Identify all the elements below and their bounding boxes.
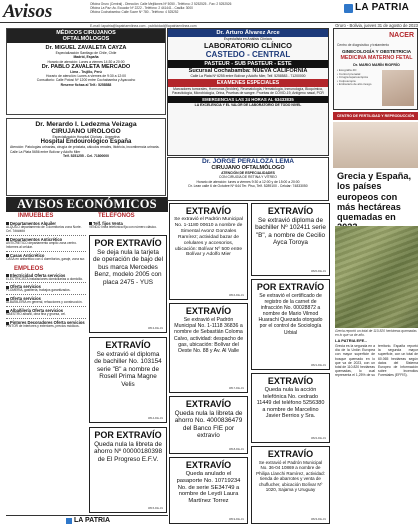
classifieds-title: AVISOS ECONÓMICOS bbox=[6, 197, 168, 212]
doctor-name: Dr. MIGUEL ZAVALETA CAYZA bbox=[45, 45, 127, 51]
fertility-photo bbox=[333, 122, 418, 168]
lab-emergency: EMERGENCIAS LAS 24 HORAS AL 63433835 bbox=[168, 96, 328, 103]
ad-code: 3821-DE-31 bbox=[310, 363, 326, 367]
ad-gynecology bbox=[333, 28, 418, 168]
photo-caption: Grecia reportó un total de 110.820 hectáreas quemadas en lo que va de año. bbox=[335, 329, 417, 337]
subcategory: Departamentos Anticrético bbox=[6, 237, 86, 242]
doctor-name: Dr. JORGE PERALOZA LEMA bbox=[201, 158, 295, 165]
doctor-place: Madrid, España bbox=[73, 55, 99, 60]
section-title: Avisos bbox=[3, 1, 53, 22]
ad-title-line: OFTALMÓLOGOS bbox=[62, 36, 110, 42]
ad-code: 3816-DE-31 bbox=[228, 293, 244, 297]
brand-logo bbox=[344, 3, 418, 17]
classified-ad bbox=[169, 203, 248, 300]
doctor-specialty-detail: Especialización Hospital Clínicas - Argentina bbox=[52, 135, 120, 139]
lab-special-exams: EXAMENES ESPECIALES bbox=[168, 79, 328, 87]
ad-body: Se extravió el diploma de bachiller No. 103154 serie "B" a nombre de Rosell Prima Magne Velis bbox=[94, 351, 162, 388]
subcategory: Pintores Decoradores Oferta servicios bbox=[6, 320, 86, 325]
classified-item: ALQUILO departamento de 3 dormitorios zona Norte. Cel. 7###### bbox=[6, 225, 82, 233]
classified-item: ELECTRICISTA instalaciones domiciliarias a domicilio. bbox=[6, 276, 83, 281]
ad-code: 3823-DE-31 bbox=[310, 517, 326, 521]
ad-code: 3822-DE-31 bbox=[310, 436, 326, 440]
fertility-banner: CENTRO DE FERTILIDAD Y REPRODUCCIÓN bbox=[333, 112, 418, 120]
lab-specialty: Especialista en Análisis Clínicos bbox=[223, 37, 273, 41]
category-inmuebles: INMUEBLES bbox=[18, 213, 54, 219]
clinic-specialty-2: MEDICINA MATERNO FETAL bbox=[340, 55, 413, 61]
ad-heading: EXTRAVÍO bbox=[185, 206, 232, 216]
lab-branches: PASTEUR - SUB PASTEUR - ESTE bbox=[168, 60, 328, 68]
classified-item: PLOMERÍA, gasfitería, trabajos garantizados. bbox=[6, 288, 71, 293]
ad-heading: EXTRAVÍO bbox=[267, 376, 314, 386]
ad-body: Se extravió el Padrón Municipal No. 1-1180 00610 a nombre de Simental Avonz Gonzales Ramírez; actividad bazar de celulares y accesorios, ubicación: Bolívar Nº 500 entre Bolívar y Adolfo Mier bbox=[174, 217, 243, 258]
ad-heading: EXTRAVÍO bbox=[185, 306, 232, 316]
doctor-hours: Horario de atención: Lunes a viernes 14:30 a 20:00 bbox=[47, 59, 125, 64]
header-line: Oficina Oruro (Central) - Dirección: Calle Mejillones Nº 5050 - Teléfono: 2 5252525 - Fax: 2 5252526 bbox=[90, 2, 232, 6]
doctor-hours: Horario de atención: lunes a viernes 9:30 a 12:00 y de 15:00 a 20:00 bbox=[196, 179, 300, 184]
subcategory: Telf. fijos Venta bbox=[89, 221, 167, 226]
ad-code: 3820-DE-31 bbox=[310, 269, 326, 273]
doctor-place: Lima - Trujillo, Perú bbox=[70, 69, 102, 74]
ad-body: Queda nula la libreta de ahorro No. 4000836479 del Banco FIE por extravío bbox=[174, 410, 243, 440]
gyn-ad-box bbox=[333, 28, 418, 110]
clinic-center: Centro de diagnóstico y tratamiento bbox=[337, 43, 390, 47]
footer-brand: LA PATRIA bbox=[74, 517, 111, 524]
doctor-specialty: CIRUJANO OFTALMÓLOGO bbox=[211, 165, 285, 171]
ad-body: Se extravió el Padrón Municipal No. 1-1118 36836 a nombre de Sebastián Coloma Calvo, actividad: despacho de gas, ubicación: Bolívar del Oeste No. 88 y Av. Al Valle bbox=[173, 317, 244, 355]
classified-ad bbox=[89, 337, 167, 423]
news-headline: Grecia y España, los países europeos con más hectáreas quemadas en bbox=[337, 171, 412, 223]
ad-body: Se extravió diploma de bachiller Nº 102411 serie "B", a nombre de Cecilio Ayca Toroya bbox=[255, 217, 326, 247]
ad-code: 3815-DE-31 bbox=[147, 506, 163, 510]
classified-ad bbox=[251, 279, 330, 370]
ad-heading: POR EXTRAVÍO bbox=[256, 282, 325, 292]
ad-body: Queda nula la acción telefónica No. cedrado 11449 del teléfono 5256380 a nombre de Marcelino Javier Berrios y Sra. bbox=[256, 387, 325, 419]
classified-ad bbox=[89, 427, 167, 513]
hospital-name: Hospital Endourológico España bbox=[40, 139, 132, 146]
classified-ad bbox=[169, 457, 248, 524]
classified-ad bbox=[251, 203, 330, 276]
header-email: E-mail: lapatria@lapatriaenlinea.com - publicidad@lapatriaenlinea.com bbox=[90, 24, 197, 28]
classified-item: ANTICRÉTICO departamento amplio zona centro. Informes al celular. bbox=[6, 240, 77, 249]
hospital-info: Atención: Patologías urinarias, cirugía de próstata, cálculos renales, litotricia, incontinencia urinaria. Calle La Plata 5656 entre Bolívar y Adolfo Mier bbox=[10, 145, 160, 154]
clinic-phone: Reserve fichas al Telf.: 5258588 bbox=[60, 82, 112, 87]
lab-slogan: LA EXCELENCIA Y EL VALOR DE LABORATORIO DE TODO NIVEL bbox=[194, 103, 302, 108]
news-byline: LA PATRIA EFE.- bbox=[335, 338, 367, 343]
clinic-photo bbox=[382, 70, 414, 106]
ad-code: 3818-DE-31 bbox=[228, 447, 244, 451]
lab-doctor: Dr. Arturo Álvarez Arce bbox=[168, 29, 328, 37]
category-empleos: EMPLEOS bbox=[14, 265, 44, 272]
subcategory: Oferta servicios bbox=[6, 284, 86, 289]
doctor-attention: ATENCIÓN DE ESPECIALIDADES bbox=[221, 171, 275, 175]
news-body: Grecia es la segunda en a día de la Unión Europea con mayor superficie de bosque quemado en lo que va de 2023, con un total de 110.820 hectáreas quemadas, lo cual representa el 1,25% de su territorio. España reportó la segunda mayor superficie, con un total de 60.065 hectáreas según datos del Sistema Europeo de Información sobre Incendios Forestales (EFFIS). bbox=[335, 344, 418, 378]
clinic-doctor: Dr. MARIO MARÍN RIOFRÍO bbox=[353, 63, 400, 67]
ad-laboratory bbox=[167, 28, 329, 156]
doctor-attention-2: CON CIRUGÍA DE RETINA Y VÍTREO bbox=[219, 175, 277, 180]
subcategory: Electricidad Oferta servicios bbox=[6, 273, 86, 278]
header-contact-lines bbox=[90, 2, 320, 15]
classified-item: ALBAÑILERÍA en general, refacciones y construcción. bbox=[6, 300, 83, 305]
classified-item: PINTOR de interiores y exteriores, precios módicos. bbox=[6, 324, 80, 329]
ad-heading: POR EXTRAVÍO bbox=[94, 430, 162, 440]
ad-code: 3817-DE-31 bbox=[228, 386, 244, 390]
star-icon bbox=[66, 518, 72, 524]
subcategory: Albañilería Oferta servicios bbox=[6, 308, 86, 313]
lab-name-2: CASTEDO - CENTRAL bbox=[205, 50, 291, 60]
lab-name: LABORATORIO CLÍNICO bbox=[203, 41, 293, 51]
ad-code: 3814-DE-31 bbox=[147, 416, 163, 420]
doctor-info: Especialización Santiago de Chile, Chile bbox=[55, 51, 117, 55]
ad-ophthalmologists bbox=[6, 28, 166, 115]
star-icon bbox=[344, 4, 353, 13]
ad-body: Queda anulado el pasaporte No. 10719234 No. de serie SE34749 a nombre de Leydi Laura Martínez Torrez bbox=[176, 471, 241, 505]
ad-heading: EXTRAVÍO bbox=[185, 460, 232, 470]
ad-heading: EXTRAVÍO bbox=[105, 340, 151, 350]
ad-heading: EXTRAVÍO bbox=[267, 449, 314, 459]
classified-ad bbox=[251, 446, 330, 524]
classifieds-list bbox=[6, 221, 86, 329]
lab-exams-list: Marcadores tumorales, Hormonas (tiroides), Reumatología, Hematología, Inmunología, Bioquímica, Parasitología, Microbiología, Orina, Pruebas de sangre. Pruebas de COVID-19, Antígeno nasal, PCR bbox=[172, 86, 324, 95]
clinic-address: Consultorio: Calle Potosí Nº 1200 entre Cochabamba y Ayacucho bbox=[36, 78, 136, 83]
ad-body: Se extravió el certificado de registro de la carnet de infracción No. 00028872 a nombre de Mario Vilmod Huarachi Quezada otorgado por el control de Sociología Urbial bbox=[258, 293, 323, 336]
clinic-specialty: GINECOLOGÍA Y OBSTETRICIA bbox=[341, 49, 412, 54]
header-date: Oruro - Bolivia, jueves 31 de agosto de 2023 bbox=[335, 23, 418, 28]
ad-body: Queda nula la libreta de ahorro Nº 00000180398 de El Progreso E.F.V. bbox=[93, 441, 163, 463]
ad-ophthalmologist-peraloza bbox=[167, 157, 329, 201]
ad-title-line: MÉDICOS CIRUJANOS bbox=[56, 30, 116, 36]
lab-address: Calle La Plata Nº 6255 entre Bolívar y Adolfo Mier, Telf. 5258583 - 71200000 bbox=[190, 74, 306, 79]
classified-ad bbox=[169, 396, 248, 454]
ad-urologist bbox=[6, 118, 166, 196]
ad-heading: POR EXTRAVÍO bbox=[94, 238, 162, 248]
ad-code: 3819-DE-31 bbox=[228, 517, 244, 521]
hospital-phone: Telf. 5251255 - Cel. 71800000 bbox=[62, 153, 110, 158]
ad-body: Se deja nula la tarjeta de operación de bajo del bus marca Mercedes Benz, modelo 2005 con placa 2475 - YUS bbox=[93, 249, 163, 286]
doctor-name: Dr. Merardo I. Ledezma Veizaga bbox=[35, 121, 137, 128]
classified-item: CASA en anticrético con 4 dormitorios, garaje, zona sur. bbox=[6, 256, 86, 261]
clinic-logo: NACER bbox=[389, 32, 414, 39]
doctor-specialty: CIRUJANO UROLOGO bbox=[51, 128, 121, 135]
clinic-services: • Ecografía 4D • Control prenatal • Cirugía laparoscópica • Colposcopía • Embarazo de alto riesgo bbox=[337, 68, 372, 87]
subcategory: Departamentos Alquiler bbox=[6, 221, 86, 226]
page-header bbox=[0, 0, 420, 23]
news-photo bbox=[335, 226, 418, 328]
header-line: Oficina La Paz: Av. Ecuador Nº 2222 - Teléfono: 2 441441 - Casilla: 3000 bbox=[90, 6, 193, 11]
ad-title bbox=[7, 29, 165, 43]
phones-column bbox=[89, 221, 167, 230]
subcategory: Casas Anticrético bbox=[6, 253, 86, 258]
classified-ad bbox=[169, 303, 248, 393]
classified-ad bbox=[89, 235, 167, 333]
brand-name: LA PATRIA bbox=[355, 2, 410, 13]
classified-item: MAESTRO albañil, obra fina y gruesa, cel. bbox=[6, 312, 66, 317]
category-telefonos: TELÉFONOS bbox=[98, 213, 135, 219]
classified-ad bbox=[251, 373, 330, 443]
ad-code: 3813-DE-31 bbox=[147, 326, 163, 330]
header-line: Oficina Cochabamba: Calle Sucre Nº 780 - Teléfono: 4 525252 bbox=[90, 10, 179, 15]
doctor-hours: Horario de atención: Lunes a viernes de 9:30 a 12:00 bbox=[46, 74, 126, 79]
subcategory: Oferta servicios bbox=[6, 296, 86, 301]
ad-heading: EXTRAVÍO bbox=[267, 206, 314, 216]
ad-body: Se extravió el Padrón Municipal No. 36-04 10869 a nombre de Philipa Llanchi Ramírez, actividad: tienda de abarrotes y venta de chuflucher, ubicación Bolívar Nº 1020, Sajama y Uruguay bbox=[256, 460, 325, 493]
doctor-name: Dr. PABLO ZAVALETA MERCADO bbox=[41, 63, 131, 70]
doctor-address: Dr. Lean calle 6 de Octubre Nº 644 Ter. Piso, Telf. 5289100 - Celular: 74833050 bbox=[188, 183, 308, 188]
classified-item: VENDO línea telefónica fija con número clásico. bbox=[89, 225, 157, 229]
ad-heading: EXTRAVÍO bbox=[185, 399, 232, 409]
page-footer bbox=[6, 515, 168, 526]
lab-branch: Sucursal Cochabamba: NUEVA CALIFORNIA bbox=[188, 68, 308, 75]
